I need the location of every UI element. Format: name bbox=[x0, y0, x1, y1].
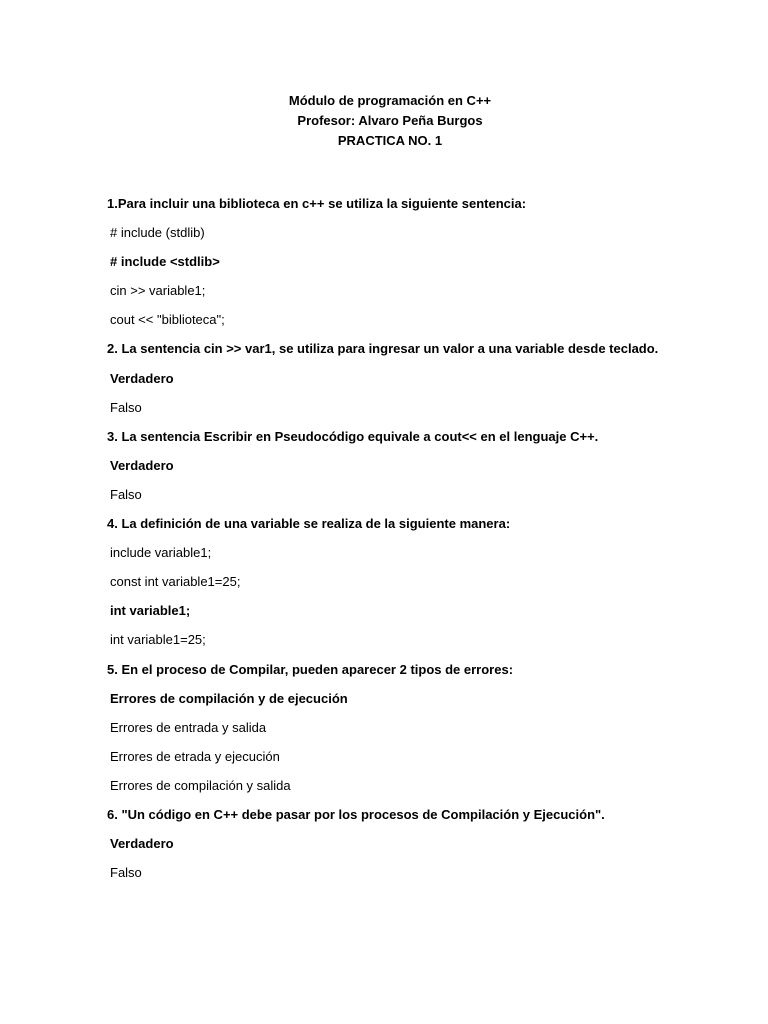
question-2: 2. La sentencia cin >> var1, se utiliza para ingresar un valor a una variable desde teclado. bbox=[107, 341, 659, 357]
q5-option-2: Errores de entrada y salida bbox=[110, 719, 267, 735]
q1-option-1: # include (stdlib) bbox=[110, 225, 205, 241]
q5-option-3: Errores de etrada y ejecución bbox=[110, 748, 280, 764]
question-4: 4. La definición de una variable se realiza de la siguiente manera: bbox=[107, 516, 511, 532]
q3-option-2: Falso bbox=[110, 486, 142, 502]
practice-number: PRACTICA NO. 1 bbox=[337, 133, 443, 148]
question-5: 5. En el proceso de Compilar, pueden aparecer 2 tipos de errores: bbox=[107, 661, 514, 677]
document-header bbox=[0, 91, 768, 151]
q4-option-4: int variable1=25; bbox=[110, 632, 206, 648]
q6-option-1: Verdadero bbox=[110, 836, 174, 852]
q3-option-1: Verdadero bbox=[110, 457, 174, 473]
q1-option-2: # include <stdlib> bbox=[110, 254, 220, 270]
question-3: 3. La sentencia Escribir en Pseudocódigo equivale a cout<< en el lenguaje C++. bbox=[107, 428, 599, 444]
q5-option-1: Errores de compilación y de ejecución bbox=[110, 690, 348, 706]
q4-option-1: include variable1; bbox=[110, 545, 212, 561]
q2-option-2: Falso bbox=[110, 399, 142, 415]
q5-option-4: Errores de compilación y salida bbox=[110, 777, 291, 793]
professor-name: Profesor: Alvaro Peña Burgos bbox=[297, 113, 483, 128]
q6-option-2: Falso bbox=[110, 865, 142, 881]
q4-option-2: const int variable1=25; bbox=[110, 574, 241, 590]
q1-option-3: cin >> variable1; bbox=[110, 283, 206, 299]
question-1: 1.Para incluir una biblioteca en c++ se utiliza la siguiente sentencia: bbox=[107, 196, 527, 211]
q1-option-4: cout << "biblioteca"; bbox=[110, 312, 225, 328]
q2-option-1: Verdadero bbox=[110, 370, 174, 386]
question-list bbox=[107, 195, 727, 893]
module-title: Módulo de programación en C++ bbox=[288, 93, 492, 108]
question-6: 6. "Un código en C++ debe pasar por los procesos de Compilación y Ejecución". bbox=[107, 806, 605, 822]
q4-option-3: int variable1; bbox=[110, 603, 191, 619]
